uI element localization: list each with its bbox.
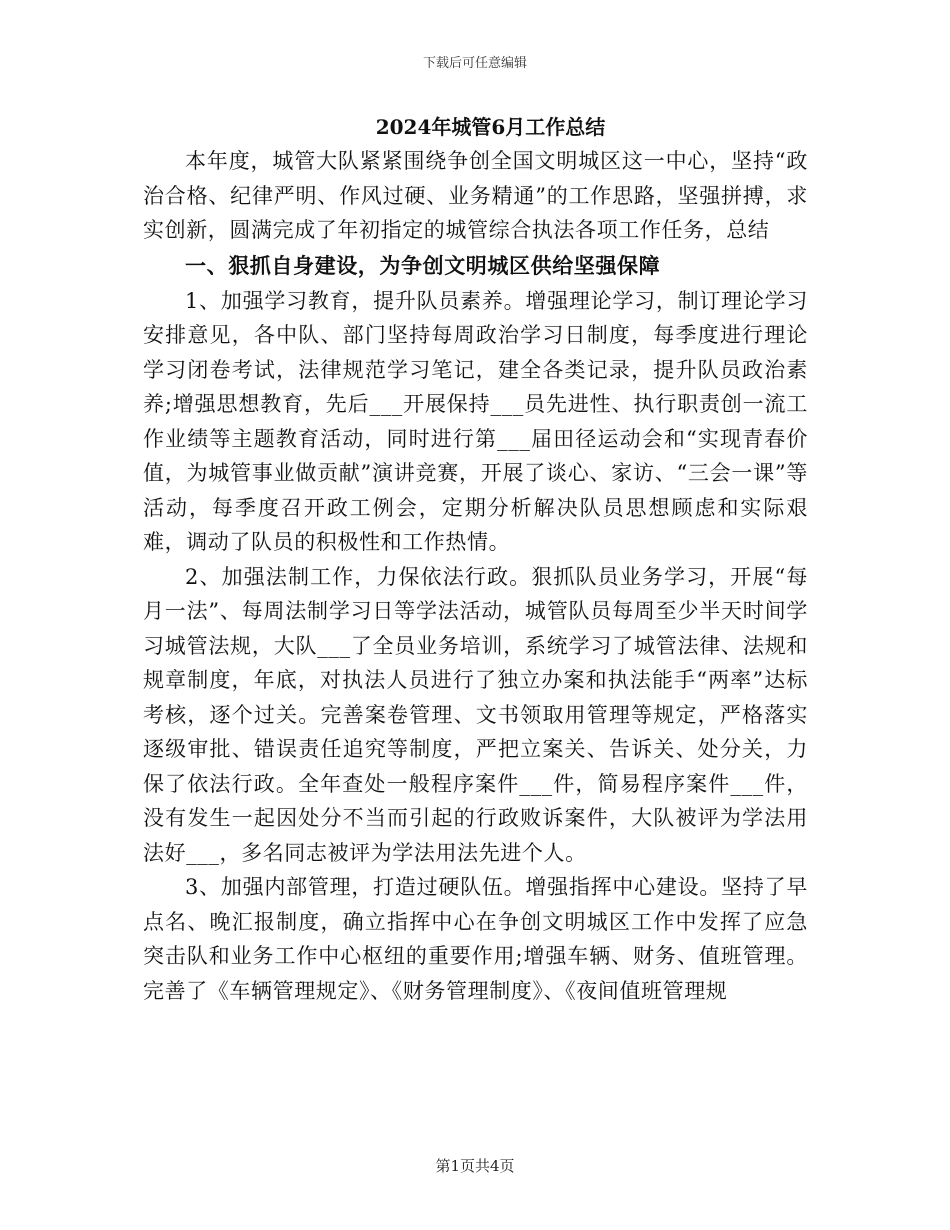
paragraph-internal-management: 3、加强内部管理，打造过硬队伍。增强指挥中心建设。坚持了早点名、晚汇报制度，确立指挥中心在争创文明城区工作中发挥了应急突击队和业务工作中心枢纽的重要作用;增强车辆、财务、值班管理。完善了《车辆管理规定》、《财务管理制度》、《夜间值班管理规 <box>143 875 808 1003</box>
document-title: 2024年城管6月工作总结 <box>375 115 606 139</box>
document-body <box>143 110 808 1008</box>
section-heading-1: 一、狠抓自身建设，为争创文明城区供给坚强保障 <box>185 252 661 278</box>
intro-paragraph: 本年度，城管大队紧紧围绕争创全国文明城区这一中心，坚持“政治合格、纪律严明、作风过硬、业务精通”的工作思路，坚强拼搏，求实创新，圆满完成了年初指定的城管综合执法各项工作任务，总结 <box>143 149 808 242</box>
paragraph-study-education: 1、加强学习教育，提升队员素养。增强理论学习，制订理论学习安排意见，各中队、部门坚持每周政治学习日制度，每季度进行理论学习闭卷考试，法律规范学习笔记，建全各类记录，提升队员政治素养;增强思想教育，先后___开展保持___员先进性、执行职责创一流工作业绩等主题教育活动，同时进行第___届田径运动会和“实现青春价值，为城管事业做贡献”演讲竞赛，开展了谈心、家访、“三会一课”等活动，每季度召开政工例会，定期分析解决队员思想顾虑和实际艰难，调动了队员的积极性和工作热情。 <box>143 288 808 554</box>
page-number-footer: 第1页共4页 <box>435 1157 515 1175</box>
paragraph-legal-work: 2、加强法制工作，力保依法行政。狠抓队员业务学习，开展“每月一法”、每周法制学习日等学法活动，城管队员每周至少半天时间学习城管法规，大队___了全员业务培训，系统学习了城管法律、法规和规章制度，年底，对执法人员进行了独立办案和执法能手“两率”达标考核，逐个过关。完善案卷管理、文书领取用管理等规定，严格落实逐级审批、错误责任追究等制度，严把立案关、告诉关、处分关，力保了依法行政。全年查处一般程序案件___件，简易程序案件___件，没有发生一起因处分不当而引起的行政败诉案件，大队被评为学法用法好___，多名同志被评为学法用法先进个人。 <box>143 564 808 865</box>
page-header-note: 下载后可任意编辑 <box>422 56 527 71</box>
